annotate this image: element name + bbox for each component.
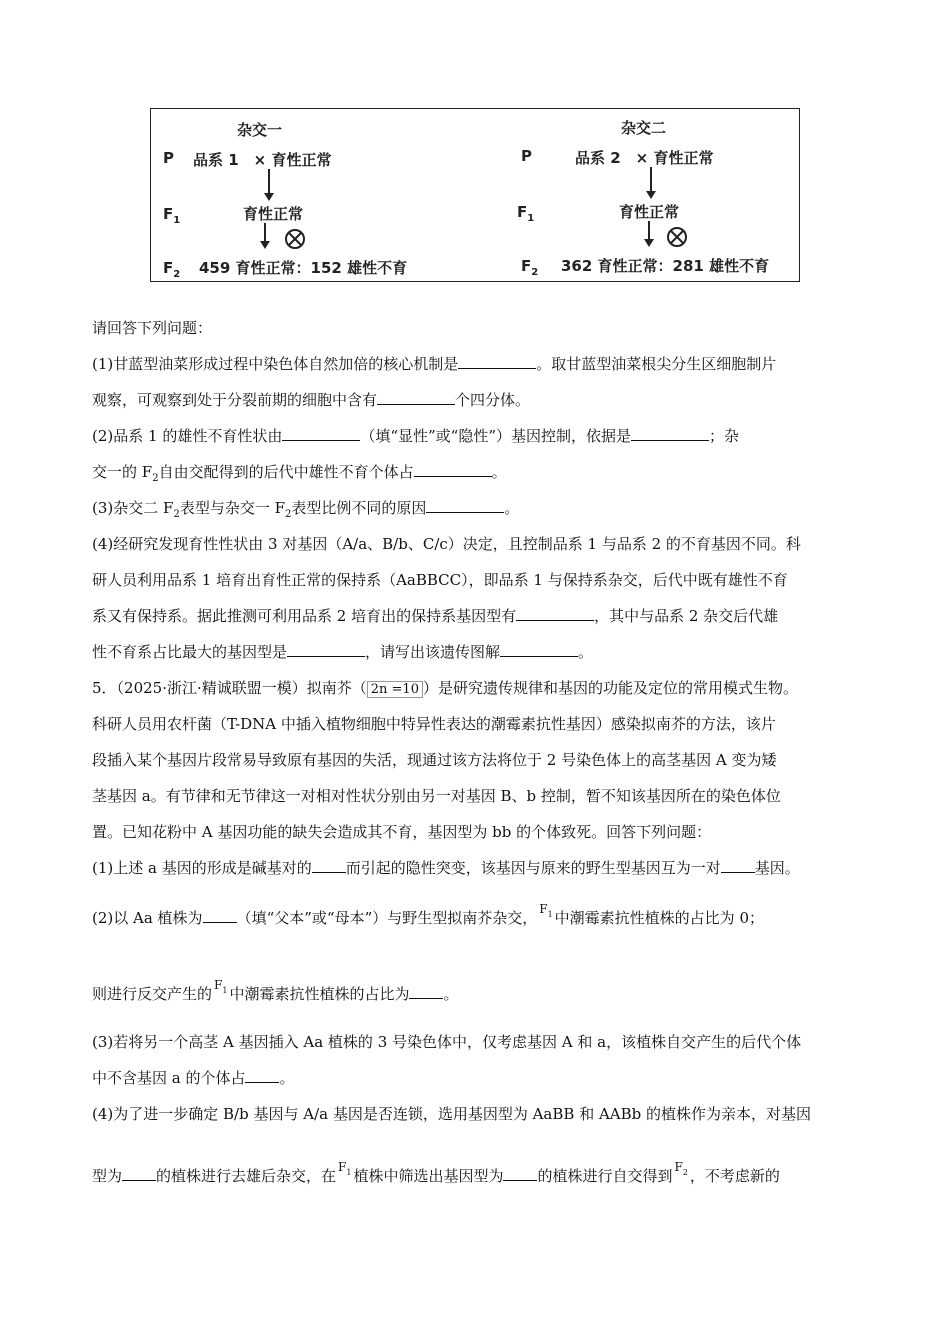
answer-blank[interactable] — [245, 1068, 279, 1083]
answer-blank[interactable] — [503, 1166, 537, 1181]
q4-line1: (4)经研究发现育性性状由 3 对基因（A/a、B/b、C/c）决定，且控制品系 1 与品系 2 的不育基因不同。科 — [92, 535, 801, 553]
cross1-arrow-f2 — [264, 223, 266, 243]
q2-line2: 交一的 $F_2$自由交配得到的后代中雄性不育个体占 。 — [92, 463, 507, 484]
answer-blank[interactable] — [122, 1166, 156, 1181]
cross2-parents: 品系 2 × 育性正常 — [575, 149, 714, 167]
q5-stem-line5: 置。已知花粉中 A 基因功能的缺失会造成其不育，基因型为 bb 的个体致死。回答下列问题： — [92, 823, 712, 841]
cross1-parents: 品系 1 × 育性正常 — [193, 151, 332, 169]
selfing-icon — [285, 229, 305, 249]
q4-line2: 研人员利用品系 1 培育出育性正常的保持系（AaBBCC），即品系 1 与保持系杂交，后代中既有雄性不育 — [92, 571, 788, 589]
cross1-arrow-f1 — [268, 169, 270, 195]
q5-3-line1: (3)若将另一个高茎 A 基因插入 Aa 植株的 3 号染色体中，仅考虑基因 A 和 a，该植株自交产生的后代个体 — [92, 1033, 802, 1051]
q5-2-line1: (2)以 Aa 植株为 （填“父本”或“母本”）与野生型拟南芥杂交， $F_1$ 中潮霉素抗性植株的占比为 0； — [92, 902, 764, 927]
cross2-arrow-f1 — [650, 167, 652, 193]
q5-stem-line3: 段插入某个基因片段常易导致原有基因的失活，现通过该方法将位于 2 号染色体上的高茎基因 A 变为矮 — [92, 751, 777, 769]
q4-line3: 系又有保持系。据此推测可利用品系 2 培育出的保持系基因型有 ，其中与品系 2 杂交后代雄 — [92, 607, 779, 625]
cross1-p-label: P — [163, 149, 174, 167]
cross2-f2-label: $F_2$ — [521, 257, 539, 278]
answer-blank[interactable] — [721, 858, 755, 873]
answer-blank[interactable] — [414, 462, 492, 477]
q2-line1: (2)品系 1 的雄性不育性状由 （填“显性”或“隐性”）基因控制，依据是 ；杂 — [92, 427, 740, 445]
answer-blank[interactable] — [377, 390, 455, 405]
selfing-icon — [667, 227, 687, 247]
cross2-f1: 育性正常 — [619, 203, 680, 221]
answer-blank[interactable] — [516, 606, 594, 621]
prompt-line: 请回答下列问题： — [92, 319, 213, 337]
q4-line4: 性不育系占比最大的基因型是 ，请写出该遗传图解 。 — [92, 643, 594, 661]
cross1-f1: 育性正常 — [243, 205, 304, 223]
q1-line2: 观察，可观察到处于分裂前期的细胞中含有 个四分体。 — [92, 391, 531, 409]
cross1-f2-label: $F_2$ — [163, 259, 181, 280]
q5-4-line1: (4)为了进一步确定 B/b 基因与 A/a 基因是否连锁，选用基因型为 AaBB 和 AABb 的植株作为亲本，对基因 — [92, 1105, 812, 1123]
q1-line1: (1)甘蓝型油菜形成过程中染色体自然加倍的核心机制是 。取甘蓝型油菜根尖分生区细胞制片 — [92, 355, 777, 373]
cross1-title: 杂交一 — [237, 121, 283, 139]
cross2-f1-label: $F_1$ — [517, 203, 535, 224]
cross2-arrow-f2 — [648, 221, 650, 241]
q5-1-line: (1)上述 a 基因的形成是碱基对的 而引起的隐性突变，该基因与原来的野生型基因互为一对 基因。 — [92, 859, 800, 877]
cross2-title: 杂交二 — [621, 119, 667, 137]
answer-blank[interactable] — [409, 984, 443, 999]
answer-blank[interactable] — [500, 642, 578, 657]
answer-blank[interactable] — [426, 498, 504, 513]
q5-stem-line1: 5．（2025·浙江·精诚联盟一模）拟南芥（ 2n =10 ）是研究遗传规律和基因的功能及定位的常用模式生物。 — [92, 679, 798, 697]
cross2-f2: 362 育性正常：281 雄性不育 — [561, 257, 770, 275]
q5-stem-line4: 茎基因 a。有节律和无节律这一对相对性状分别由另一对基因 B、b 控制，暂不知该基因所在的染色体位 — [92, 787, 781, 805]
answer-blank[interactable] — [458, 354, 536, 369]
answer-blank[interactable] — [203, 908, 237, 923]
cross1-f1-label: $F_1$ — [163, 205, 181, 226]
cross1-f2: 459 育性正常：152 雄性不育 — [199, 259, 408, 277]
q3-line: (3)杂交二 $F_2$表型与杂交一 $F_2$表型比例不同的原因 。 — [92, 499, 520, 520]
q5-2-line2: 则进行反交产生的 $F_1$ 中潮霉素抗性植株的占比为 。 — [92, 978, 459, 1003]
answer-blank[interactable] — [282, 426, 360, 441]
answer-blank[interactable] — [312, 858, 346, 873]
cross-diagram — [150, 108, 800, 282]
q5-stem-line2: 科研人员用农杆菌（T-DNA 中插入植物细胞中特异性表达的潮霉素抗性基因）感染拟南芥的方法，该片 — [92, 715, 776, 733]
q5-3-line2: 中不含基因 a 的个体占 。 — [92, 1069, 295, 1087]
q5-4-line2: 型为 的植株进行去雄后杂交，在 $F_1$ 植株中筛选出基因型为 的植株进行自交得到 $F_2$ ，不考虑新的 — [92, 1160, 780, 1185]
answer-blank[interactable] — [287, 642, 365, 657]
cross2-p-label: P — [521, 147, 532, 165]
answer-blank[interactable] — [631, 426, 709, 441]
